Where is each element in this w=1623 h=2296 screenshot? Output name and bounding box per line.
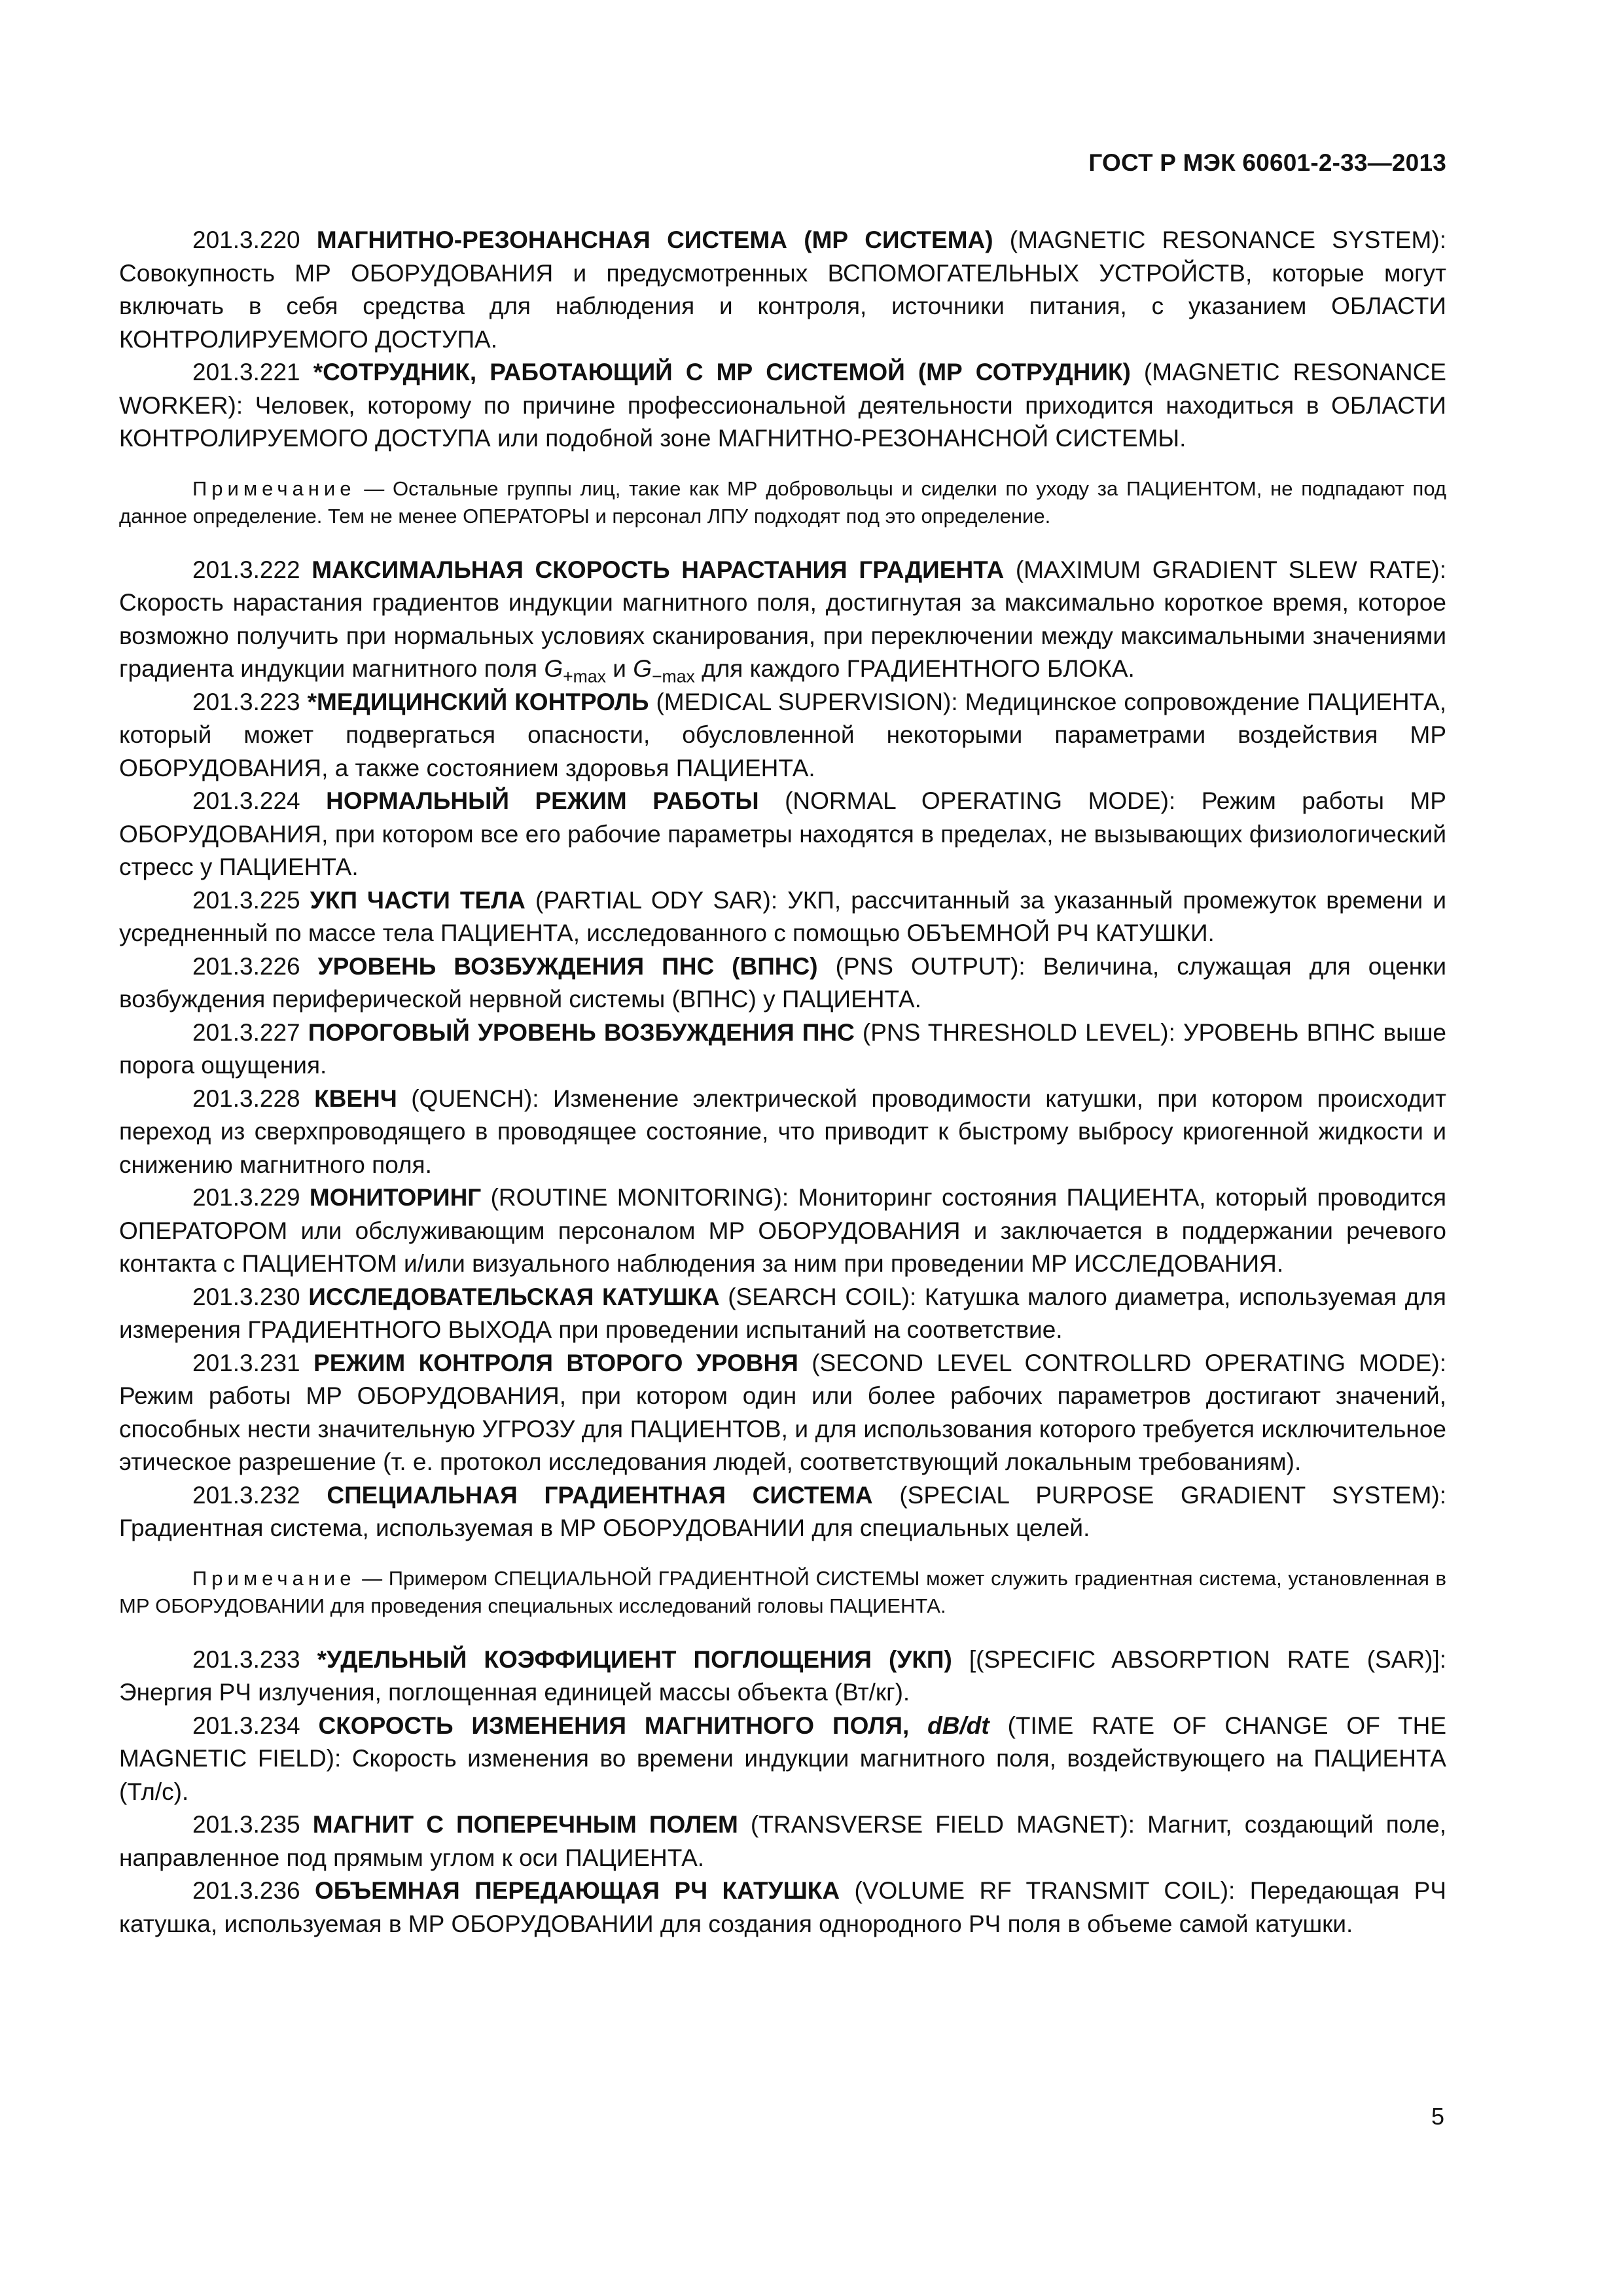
- entry-text: (NORMAL OPERATING MODE): Режим работы МР ОБОРУДОВАНИЯ, при котором все его рабочие параметры находятся в пределах, не вызывающих физиологический стресс у ПАЦИЕНТА.: [119, 787, 1446, 880]
- definition-entry-235: [119, 1808, 1446, 1874]
- entry-term: ПОРОГОВЫЙ УРОВЕНЬ ВОЗБУЖДЕНИЯ ПНС: [308, 1018, 855, 1046]
- entry-text: (SECOND LEVEL CONTROLLRD OPERATING MODE): Режим работы МР ОБОРУДОВАНИЯ, при котором один или более рабочих параметров достигают значений, способных нести значительную УГРОЗУ для ПАЦИЕНТОВ, и для использования которого требуется исключительное этическое разрешение (т. е. протокол исследования людей, соответствующий локальным требованиям).: [119, 1349, 1447, 1475]
- entry-text: [(SPECIFIC ABSORPTION RATE (SAR)]: Энергия РЧ излучения, поглощенная единицей массы объекта (Вт/кг).: [119, 1645, 1446, 1706]
- entry-text: (MEDICAL SUPERVISION): Медицинское сопровождение ПАЦИЕНТА, который может подвергаться опасности, обусловленной некоторыми параметрами воздействия МР ОБОРУДОВАНИЯ, а также состоянием здоровья ПАЦИЕНТА.: [119, 688, 1446, 781]
- definition-entry-224: [119, 785, 1446, 884]
- entry-text-conjunction: и: [605, 655, 633, 682]
- entry-number: 201.3.229: [192, 1184, 310, 1211]
- definition-entry-220: [119, 224, 1446, 356]
- entry-term: КВЕНЧ: [314, 1085, 397, 1112]
- entry-number: 201.3.227: [192, 1018, 308, 1046]
- entry-term: *УДЕЛЬНЫЙ КОЭФФИЦИЕНТ ПОГЛОЩЕНИЯ (УКП): [317, 1645, 952, 1673]
- definition-entry-227: [119, 1016, 1446, 1083]
- entry-number: 201.3.226: [192, 952, 318, 980]
- entry-text: (TIME RATE OF CHANGE OF THE MAGNETIC FIELD): Скорость изменения во времени индукции магнитного поля, воздействующего на ПАЦИЕНТА (Тл/с).: [119, 1712, 1447, 1805]
- entry-term: УКП ЧАСТИ ТЕЛА: [310, 886, 526, 914]
- entry-number: 201.3.228: [192, 1085, 315, 1112]
- entry-term: МАГНИТ С ПОПЕРЕЧНЫМ ПОЛЕМ: [312, 1811, 738, 1838]
- entry-term: ОБЪЕМНАЯ ПЕРЕДАЮЩАЯ РЧ КАТУШКА: [315, 1877, 840, 1904]
- g-symbol: G: [544, 655, 563, 682]
- document-body: [119, 224, 1446, 1941]
- entry-text: (QUENCH): Изменение электрической проводимости катушки, при котором происходит переход из сверхпроводящего в проводящее состояние, что приводит к быстрому выбросу криогенной жидкости и снижению магнитного поля.: [119, 1085, 1446, 1178]
- entry-text: (PARTIAL ODY SAR): УКП, рассчитанный за указанный промежуток времени и усредненный по массе тела ПАЦИЕНТА, исследованного с помощью ОБЪЕМНОЙ РЧ КАТУШКИ.: [119, 886, 1446, 946]
- note-text: — Примером СПЕЦИАЛЬНОЙ ГРАДИЕНТНОЙ СИСТЕМЫ может служить градиентная система, установленная в МР ОБОРУДОВАНИИ для проведения специальных исследований головы ПАЦИЕНТА.: [119, 1566, 1446, 1617]
- definition-entry-229: [119, 1181, 1446, 1281]
- note-2: [119, 1565, 1446, 1620]
- entry-text: (ROUTINE MONITORING): Мониторинг состояния ПАЦИЕНТА, который проводится ОПЕРАТОРОМ или обслуживающим персоналом МР ОБОРУДОВАНИЯ и заключается в поддержании речевого контакта с ПАЦИЕНТОМ и/или визуального наблюдения за ним при проведении МР ИССЛЕДОВАНИЯ.: [119, 1184, 1446, 1277]
- entry-number: 201.3.224: [192, 787, 327, 814]
- entry-term: НОРМАЛЬНЫЙ РЕЖИМ РАБОТЫ: [326, 787, 759, 814]
- entry-term: *СОТРУДНИК, РАБОТАЮЩИЙ С МР СИСТЕМОЙ (МР СОТРУДНИК): [313, 359, 1131, 386]
- entry-number: 201.3.220: [192, 226, 317, 253]
- entry-term: *МЕДИЦИНСКИЙ КОНТРОЛЬ: [307, 688, 649, 715]
- entry-term: МАГНИТНО-РЕЗОНАНСНАЯ СИСТЕМА (МР СИСТЕМА): [316, 226, 993, 253]
- entry-number: 201.3.222: [192, 556, 312, 583]
- page-number: 5: [1431, 2103, 1444, 2130]
- entry-term: СКОРОСТЬ ИЗМЕНЕНИЯ МАГНИТНОГО ПОЛЯ,: [318, 1712, 928, 1739]
- subscript-plus-max: +max: [563, 666, 606, 687]
- entry-text: (MAGNETIC RESONANCE SYSTEM): Совокупность МР ОБОРУДОВАНИЯ и предусмотренных ВСПОМОГАТЕЛЬНЫХ УСТРОЙСТВ, которые могут включать в себя средства для наблюдения и контроля, источники питания, с указанием ОБЛАСТИ КОНТРОЛИРУЕМОГО ДОСТУПА.: [119, 226, 1446, 353]
- entry-text: (SEARCH COIL): Катушка малого диаметра, используемая для измерения ГРАДИЕНТНОГО ВЫХОДА при проведении испытаний на соответствие.: [119, 1283, 1446, 1343]
- entry-term: СПЕЦИАЛЬНАЯ ГРАДИЕНТНАЯ СИСТЕМА: [327, 1481, 873, 1509]
- entry-term: МАКСИМАЛЬНАЯ СКОРОСТЬ НАРАСТАНИЯ ГРАДИЕНТА: [312, 556, 1005, 583]
- entry-text: (MAGNETIC RESONANCE WORKER): Человек, которому по причине профессиональной деятельности приходится находиться в ОБЛАСТИ КОНТРОЛИРУЕМОГО ДОСТУПА или подобной зоне МАГНИТНО-РЕЗОНАНСНОЙ СИСТЕМЫ.: [119, 359, 1446, 452]
- entry-number: 201.3.231: [192, 1349, 314, 1376]
- entry-text-end: для каждого ГРАДИЕНТНОГО БЛОКА.: [694, 655, 1135, 682]
- entry-text: (MAXIMUM GRADIENT SLEW RATE): Скорость нарастания градиентов индукции магнитного поля, достигнутая за максимально короткое время, которое возможно получить при нормальных условиях сканирования, при переключении между максимальными значениями градиента индукции магнитного поля: [119, 556, 1446, 682]
- definition-entry-230: [119, 1281, 1446, 1347]
- entry-term-italic: dB/dt: [927, 1712, 990, 1739]
- definition-entry-222: [119, 554, 1446, 686]
- definition-entry-225: [119, 884, 1446, 950]
- entry-number: 201.3.221: [192, 359, 313, 386]
- entry-term: РЕЖИМ КОНТРОЛЯ ВТОРОГО УРОВНЯ: [313, 1349, 798, 1376]
- entry-number: 201.3.232: [192, 1481, 327, 1509]
- definition-entry-233: [119, 1643, 1446, 1710]
- definition-entry-223: [119, 686, 1446, 785]
- definition-entry-228: [119, 1083, 1446, 1182]
- definition-entry-221: [119, 356, 1446, 456]
- entry-text: (VOLUME RF TRANSMIT COIL): Передающая РЧ катушка, используемая в МР ОБОРУДОВАНИИ для создания однородного РЧ поля в объеме самой катушки.: [119, 1877, 1446, 1937]
- entry-text: (SPECIAL PURPOSE GRADIENT SYSTEM): Градиентная система, используемая в МР ОБОРУДОВАНИИ для специальных целей.: [119, 1481, 1446, 1541]
- entry-text: (TRANSVERSE FIELD MAGNET): Магнит, создающий поле, направленное под прямым углом к оси ПАЦИЕНТА.: [119, 1811, 1447, 1871]
- entry-text: (PNS THRESHOLD LEVEL): УРОВЕНЬ ВПНС выше порога ощущения.: [119, 1018, 1446, 1079]
- note-label: Примечание: [192, 1566, 356, 1590]
- g-symbol: G: [633, 655, 652, 682]
- entry-term: ИССЛЕДОВАТЕЛЬСКАЯ КАТУШКА: [308, 1283, 720, 1310]
- definition-entry-226: [119, 950, 1446, 1016]
- definition-entry-232: [119, 1479, 1446, 1545]
- note-1: [119, 475, 1446, 530]
- note-label: Примечание: [192, 476, 356, 500]
- definition-entry-234: [119, 1710, 1446, 1809]
- entry-number: 201.3.234: [192, 1712, 319, 1739]
- entry-number: 201.3.233: [192, 1645, 317, 1673]
- entry-term: УРОВЕНЬ ВОЗБУЖДЕНИЯ ПНС (ВПНС): [317, 952, 818, 980]
- note-text: — Остальные группы лиц, такие как МР добровольцы и сиделки по уходу за ПАЦИЕНТОМ, не подпадают под данное определение. Тем не менее ОПЕРАТОРЫ и персонал ЛПУ подходят под это определение.: [119, 476, 1446, 528]
- document-header: ГОСТ Р МЭК 60601-2-33—2013: [1088, 149, 1446, 176]
- entry-number: 201.3.223: [192, 688, 308, 715]
- entry-number: 201.3.236: [192, 1877, 315, 1904]
- entry-number: 201.3.225: [192, 886, 310, 914]
- entry-term: МОНИТОРИНГ: [309, 1184, 482, 1211]
- entry-text: (PNS OUTPUT): Величина, служащая для оценки возбуждения периферической нервной системы (ВПНС) у ПАЦИЕНТА.: [119, 952, 1447, 1013]
- definition-entry-236: [119, 1874, 1446, 1941]
- definition-entry-231: [119, 1347, 1446, 1479]
- subscript-minus-max: −max: [651, 666, 695, 687]
- entry-number: 201.3.230: [192, 1283, 309, 1310]
- entry-number: 201.3.235: [192, 1811, 313, 1838]
